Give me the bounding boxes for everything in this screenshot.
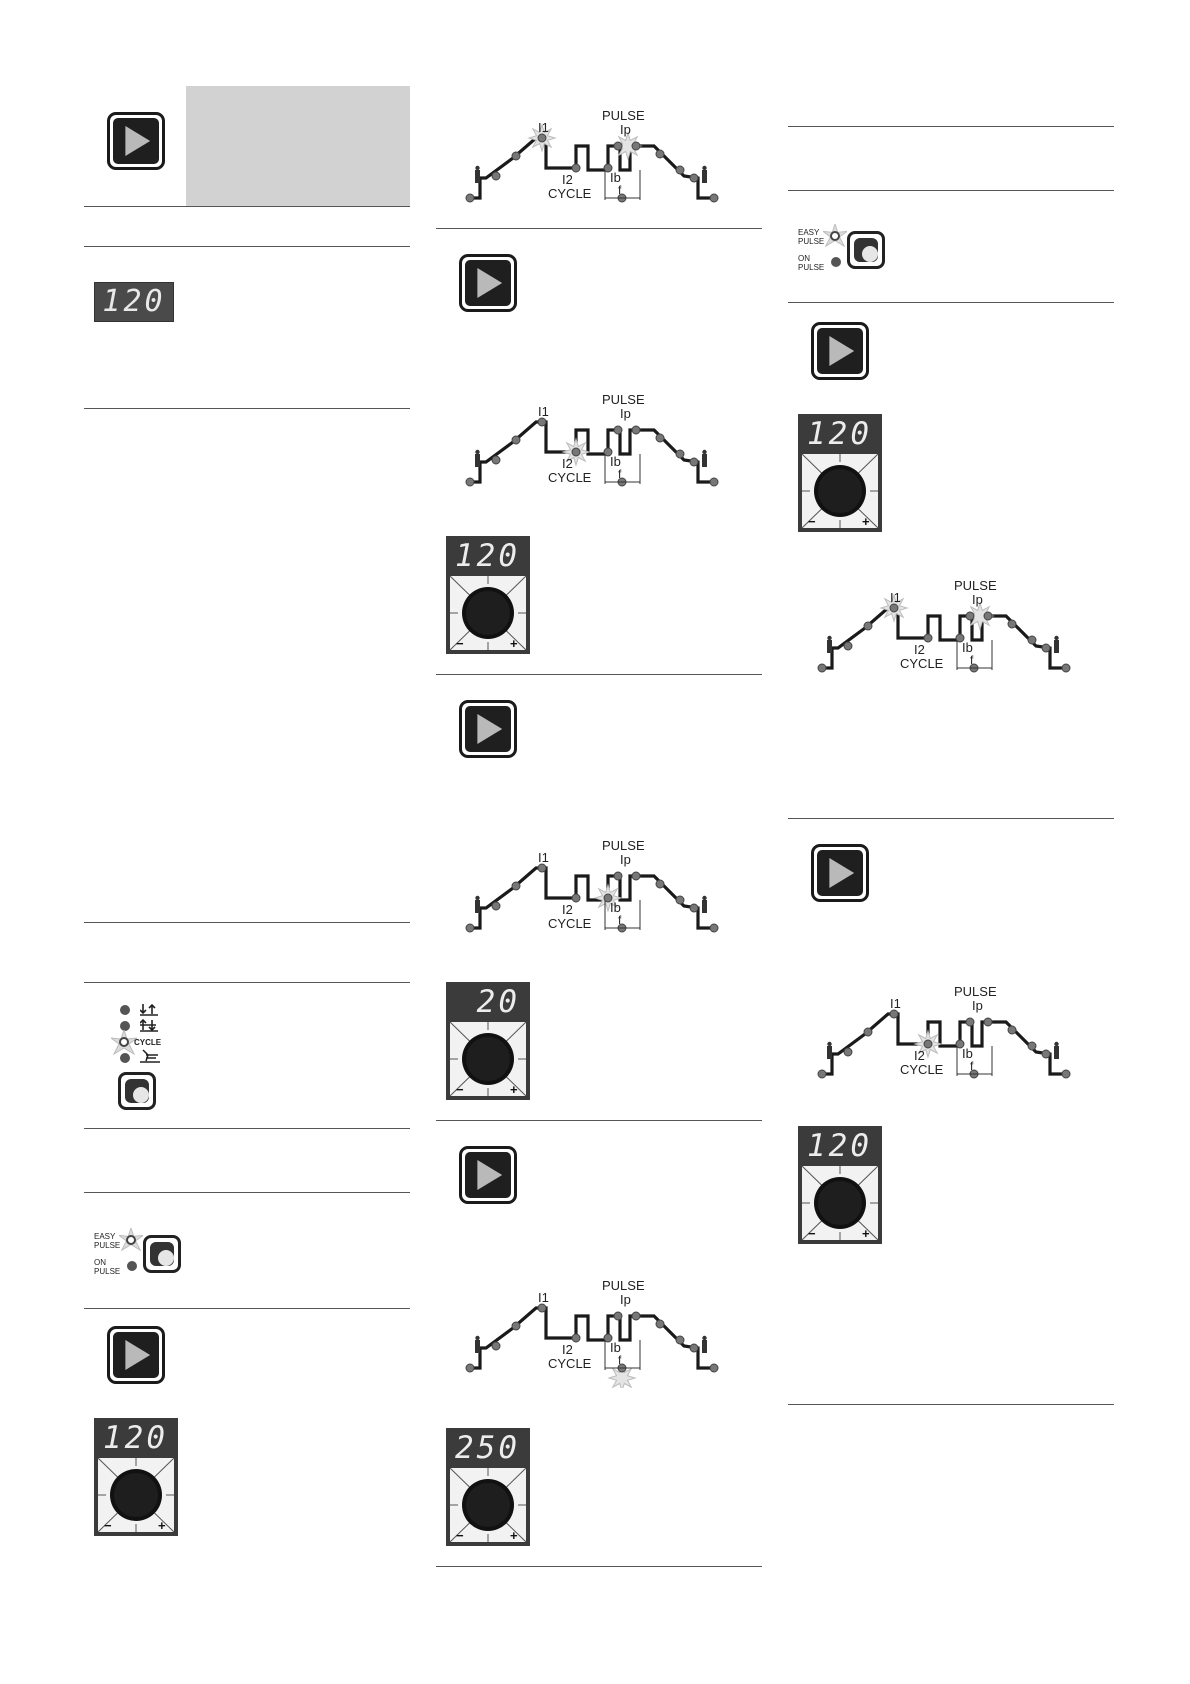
pulse-selector-right (798, 222, 888, 272)
on-pulse-label: ON PULSE (798, 254, 825, 272)
knob-panel (446, 982, 530, 1100)
f-label: f (618, 183, 622, 197)
f-label: f (618, 1353, 622, 1367)
i2-label: I2 (562, 456, 573, 471)
divider (84, 246, 410, 247)
ip-label: Ip (620, 1292, 631, 1307)
i1-label: I1 (538, 404, 549, 419)
divider (84, 922, 410, 923)
pulse-label: PULSE (602, 1278, 645, 1293)
divider (84, 982, 410, 983)
ip-label: Ip (972, 998, 983, 1013)
ip-label: Ip (620, 852, 631, 867)
cycle-label: CYCLE (134, 1038, 162, 1047)
on-pulse-lamp (127, 1261, 137, 1271)
svg-text:+: + (862, 514, 870, 528)
knob-panel (798, 1126, 882, 1244)
two-stroke-icon (140, 1002, 162, 1016)
pulse-select-button[interactable] (143, 1235, 181, 1273)
pulse-selector-left (94, 1224, 184, 1274)
pulse-waveform-diagram (458, 1278, 738, 1393)
current-display: 120 (94, 282, 174, 322)
divider (84, 1192, 410, 1193)
ib-label: Ib (610, 1340, 621, 1355)
divider (84, 1308, 410, 1309)
mode-select-button[interactable] (118, 1072, 156, 1110)
divider (436, 1120, 762, 1121)
divider (788, 302, 1114, 303)
knob-icon[interactable] (450, 1468, 526, 1542)
mode-lamp-2t (120, 1005, 130, 1015)
pulse-waveform-diagram (458, 838, 738, 953)
i2-label: I2 (914, 1048, 925, 1063)
cycle-label: CYCLE (548, 916, 592, 931)
ip-label: Ip (620, 406, 631, 421)
ib-label: Ib (962, 1046, 973, 1061)
pulse-waveform-diagram (458, 108, 738, 223)
cycle-label: CYCLE (548, 186, 592, 201)
knob-panel (798, 414, 882, 532)
svg-text:−: − (808, 514, 816, 528)
ib-label: Ib (962, 640, 973, 655)
cycle-label: CYCLE (548, 1356, 592, 1371)
divider (788, 126, 1114, 127)
i2-label: I2 (914, 642, 925, 657)
cycle-label: CYCLE (900, 1062, 944, 1077)
easy-pulse-lamp (830, 231, 840, 241)
mode-lamp-spot (120, 1053, 130, 1063)
divider (788, 190, 1114, 191)
i1-label: I1 (890, 996, 901, 1011)
easy-pulse-lamp (126, 1235, 136, 1245)
svg-text:+: + (510, 636, 518, 650)
four-stroke-icon (140, 1018, 162, 1032)
divider (436, 674, 762, 675)
knob-panel (446, 1428, 530, 1546)
i1-label: I1 (538, 1290, 549, 1305)
i1-label: I1 (538, 850, 549, 865)
play-button-icon[interactable] (107, 112, 165, 170)
ib-label: Ib (610, 170, 621, 185)
f-label: f (970, 1059, 974, 1073)
svg-text:−: − (456, 1528, 464, 1542)
i1-label: I1 (538, 120, 549, 135)
knob-panel-display: 120 (807, 416, 872, 452)
knob-icon[interactable] (450, 576, 526, 650)
svg-text:−: − (456, 1082, 464, 1096)
spot-weld-icon (140, 1049, 162, 1063)
knob-icon[interactable] (802, 454, 878, 528)
divider (436, 1566, 762, 1567)
divider (436, 228, 762, 229)
svg-text:−: − (456, 636, 464, 650)
f-label: f (618, 467, 622, 481)
pulse-label: PULSE (602, 392, 645, 407)
pulse-select-button[interactable] (847, 231, 885, 269)
on-pulse-lamp (831, 257, 841, 267)
pulse-label: PULSE (954, 578, 997, 593)
header-grey-box (186, 86, 410, 206)
divider (788, 1404, 1114, 1405)
ip-label: Ip (972, 592, 983, 607)
divider (84, 1128, 410, 1129)
svg-text:+: + (510, 1528, 518, 1542)
knob-icon[interactable] (802, 1166, 878, 1240)
pulse-label: PULSE (602, 838, 645, 853)
play-button-icon[interactable] (811, 844, 869, 902)
minus-sign: − (104, 1518, 112, 1532)
knob-icon[interactable] (98, 1458, 174, 1532)
svg-text:+: + (510, 1082, 518, 1096)
play-button-icon[interactable] (811, 322, 869, 380)
f-label: f (618, 913, 622, 927)
i2-label: I2 (562, 902, 573, 917)
mode-lamp-cycle (119, 1037, 129, 1047)
play-button-icon[interactable] (107, 1326, 165, 1384)
knob-panel (94, 1418, 178, 1536)
ib-label: Ib (610, 900, 621, 915)
on-pulse-label: ON PULSE (94, 1258, 121, 1276)
play-button-icon[interactable] (459, 1146, 517, 1204)
i1-label: I1 (890, 590, 901, 605)
i2-label: I2 (562, 1342, 573, 1357)
cycle-label: CYCLE (548, 470, 592, 485)
pulse-label: PULSE (602, 108, 645, 123)
easy-pulse-label: EASY PULSE (798, 228, 825, 246)
pulse-label: PULSE (954, 984, 997, 999)
play-button-icon[interactable] (459, 254, 517, 312)
svg-text:+: + (862, 1226, 870, 1240)
knob-panel-display: 120 (103, 1420, 168, 1456)
knob-panel (446, 536, 530, 654)
f-label: f (970, 653, 974, 667)
play-button-icon[interactable] (459, 700, 517, 758)
divider (84, 408, 410, 409)
knob-panel-display: 120 (807, 1128, 872, 1164)
pulse-waveform-diagram (810, 984, 1090, 1099)
pulse-waveform-diagram (458, 392, 738, 507)
mode-selector-panel (110, 1000, 200, 1112)
plus-sign: + (158, 1518, 166, 1532)
knob-icon[interactable] (450, 1022, 526, 1096)
knob-panel-display: 20 (476, 984, 520, 1020)
divider (84, 206, 410, 207)
divider (788, 818, 1114, 819)
knob-panel-display: 250 (455, 1430, 520, 1466)
svg-text:−: − (808, 1226, 816, 1240)
i2-label: I2 (562, 172, 573, 187)
pulse-waveform-diagram (810, 578, 1090, 693)
cycle-label: CYCLE (900, 656, 944, 671)
easy-pulse-label: EASY PULSE (94, 1232, 121, 1250)
knob-panel-display: 120 (455, 538, 520, 574)
ib-label: Ib (610, 454, 621, 469)
ip-label: Ip (620, 122, 631, 137)
